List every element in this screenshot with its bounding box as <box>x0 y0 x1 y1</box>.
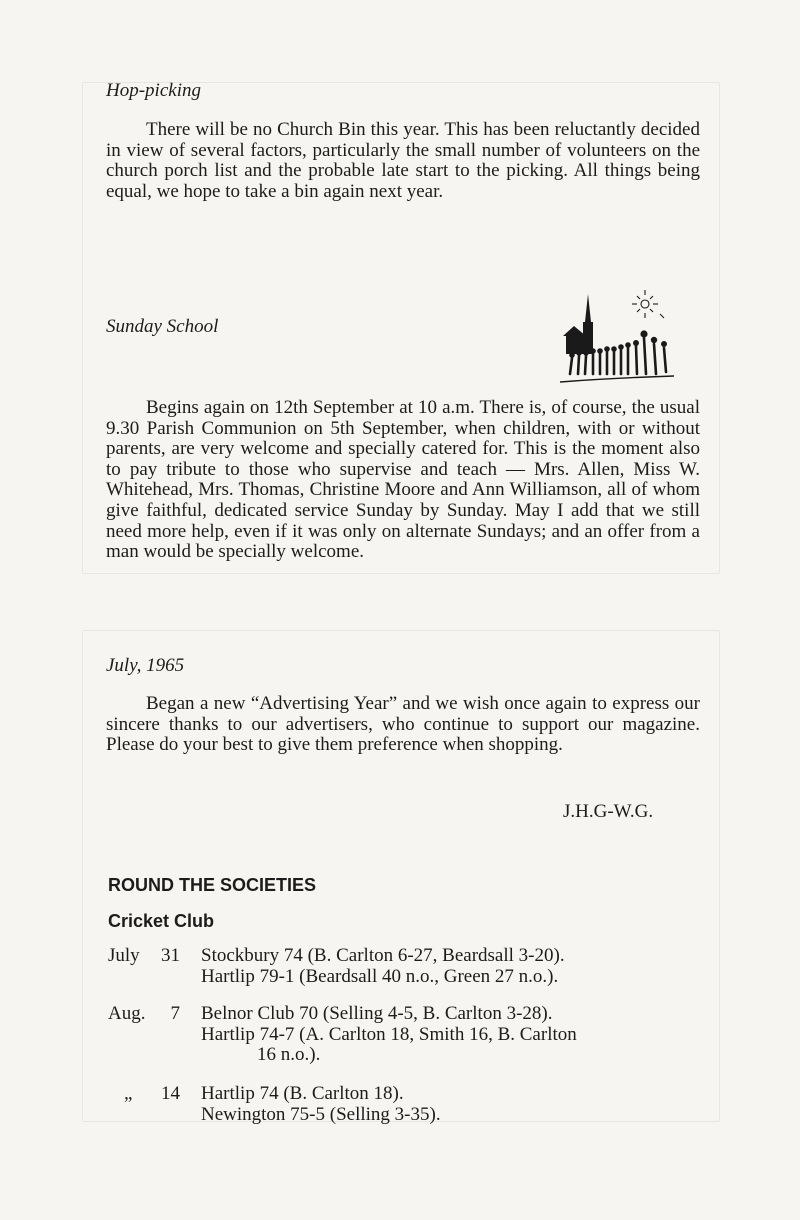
fixture-month: July <box>108 945 140 966</box>
fixture-row <box>108 1084 708 1128</box>
signature: J.H.G-W.G. <box>563 801 654 822</box>
july-1965-heading: July, 1965 <box>106 655 185 676</box>
hop-picking-paragraph: There will be no Church Bin this year. This has been reluctantly decided in view of several factors, particularly the small number of volunteers on the church porch list and the probable late start to the picking. All things being equal, we hope to take a bin again next year. <box>106 119 700 202</box>
match-result: Stockbury 74 (B. Carlton 6-27, Beardsall 3-20). <box>201 945 565 966</box>
fixture-row <box>108 946 708 990</box>
fixture-day: 31 <box>161 945 180 966</box>
fixture-day: 7 <box>170 1003 180 1024</box>
match-result: Hartlip 79-1 (Beardsall 40 n.o., Green 27 n.o.). <box>201 965 559 987</box>
fixture-month-ditto: „ <box>124 1083 133 1104</box>
sunday-school-heading: Sunday School <box>106 316 219 337</box>
match-result-continuation: 16 n.o.). <box>257 1044 321 1066</box>
church-and-children-icon <box>552 282 682 390</box>
fixture-day: 14 <box>161 1083 180 1104</box>
hop-picking-heading: Hop-picking <box>106 80 201 101</box>
sunday-school-paragraph: Begins again on 12th September at 10 a.m. There is, of course, the usual 9.30 Parish Communion on 5th September, when children, with or without parents, are very welcome and specially catered for. This is the moment also to pay tribute to those who supervise and teach — Mrs. Allen, Miss W. Whitehead, Mrs. Thomas, Christine Moore and Ann Williamson, all of whom give faithful, dedicated service Sunday by Sunday. May I add that we still need more help, even if it was only on alternate Sundays; and an offer from a man would be specially welcome. <box>106 397 700 563</box>
fixture-row <box>108 1004 708 1068</box>
cricket-club-heading: Cricket Club <box>108 911 215 931</box>
match-result: Hartlip 74 (B. Carlton 18). <box>201 1083 404 1104</box>
july-1965-paragraph: Began a new “Advertising Year” and we wish once again to express our sincere thanks to our advertisers, who continue to support our magazine. Please do your best to give them preference when shopping. <box>106 693 700 756</box>
societies-heading: ROUND THE SOCIETIES <box>108 875 317 895</box>
match-result: Hartlip 74-7 (A. Carlton 18, Smith 16, B. Carlton <box>201 1023 577 1045</box>
fixture-month: Aug. <box>108 1003 146 1024</box>
match-result: Newington 75-5 (Selling 3-35). <box>201 1103 441 1125</box>
match-result: Belnor Club 70 (Selling 4-5, B. Carlton 3-28). <box>201 1003 553 1024</box>
